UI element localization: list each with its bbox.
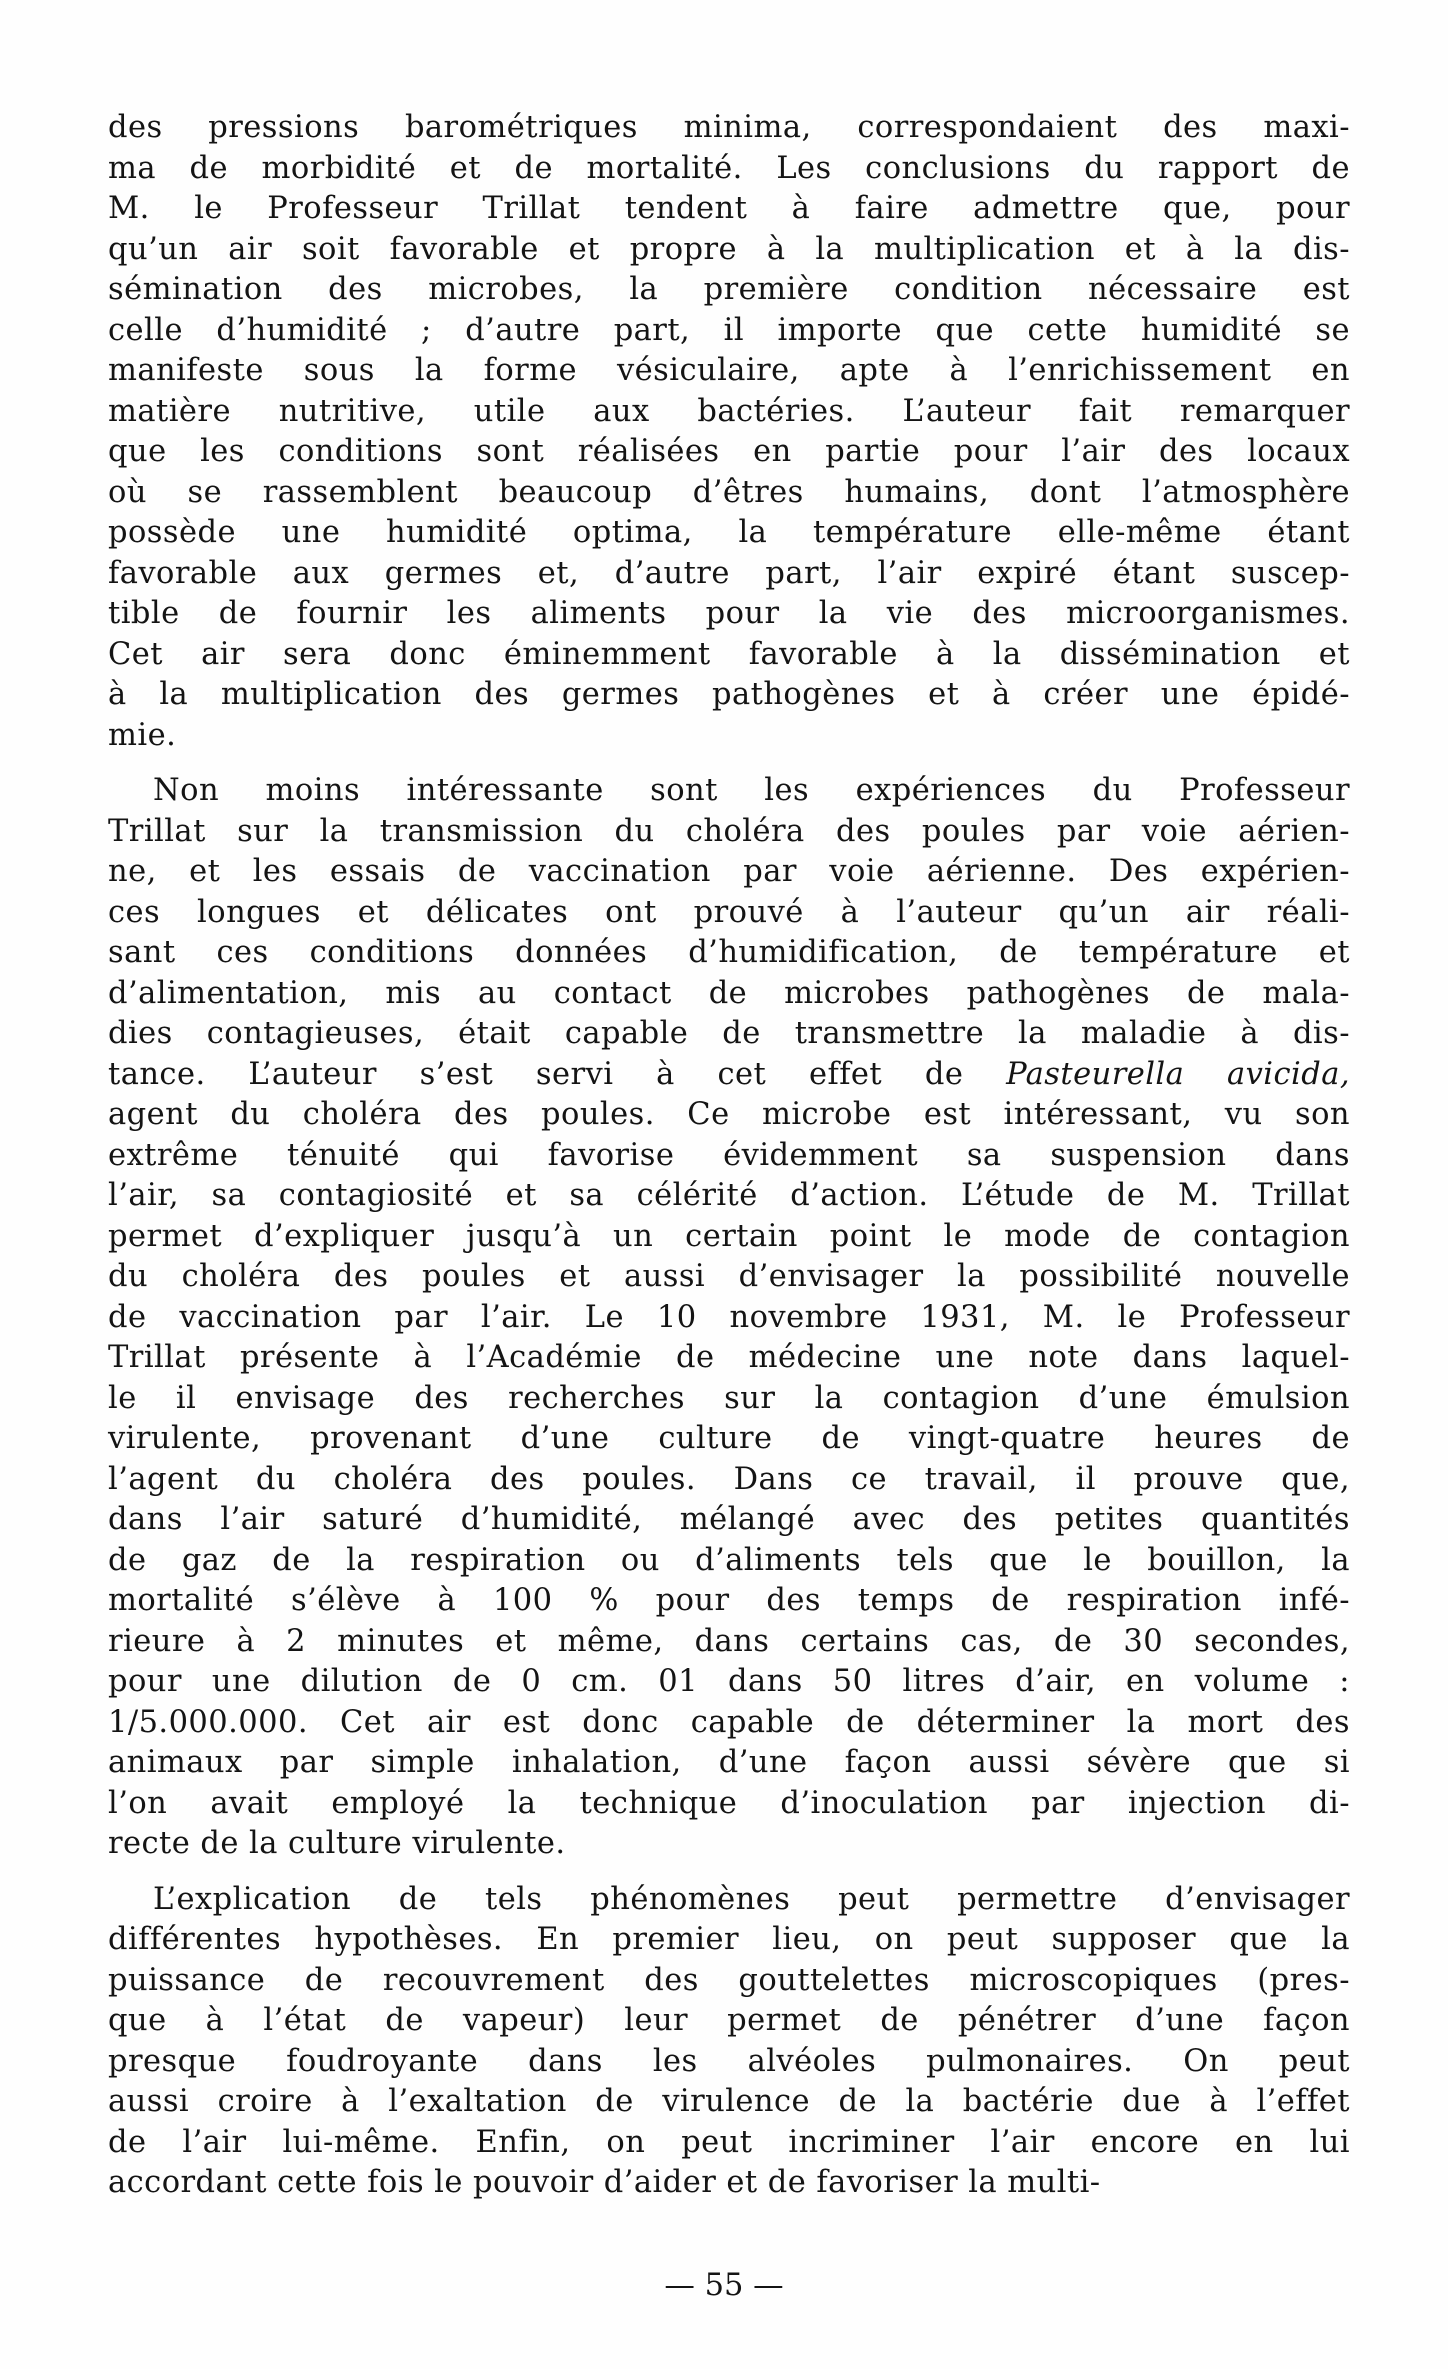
text-line: mortalité s’élève à 100 % pour des temps de respiration infé- xyxy=(108,1583,1350,1618)
text-line: 1/5.000.000. Cet air est donc capable de déterminer la mort des xyxy=(108,1704,1350,1740)
text-line: agent du choléra des poules. Ce microbe est intéressant, vu son xyxy=(108,1097,1350,1132)
text-line: virulente, provenant d’une culture de vingt-quatre heures de xyxy=(108,1421,1350,1456)
text-line: d’alimentation, mis au contact de microbes pathogènes de mala- xyxy=(108,975,1350,1011)
text-line: matière nutritive, utile aux bactéries. L’auteur fait remarquer xyxy=(108,393,1350,429)
text-line: rieure à 2 minutes et même, dans certains cas, de 30 secondes, xyxy=(108,1623,1350,1659)
text-line: celle d’humidité ; d’autre part, il importe que cette humidité se xyxy=(108,312,1350,348)
text-line: de vaccination par l’air. Le 10 novembre 1931, M. le Professeur xyxy=(108,1299,1350,1335)
text-line: où se rassemblent beaucoup d’êtres humains, dont l’atmosphère xyxy=(108,474,1350,510)
text-line: M. le Professeur Trillat tendent à faire admettre que, pour xyxy=(108,191,1350,226)
text-line: extrême ténuité qui favorise évidemment sa suspension dans xyxy=(108,1137,1350,1173)
text-line: à la multiplication des germes pathogènes et à créer une épidé- xyxy=(108,677,1350,712)
body-text xyxy=(108,108,1350,2204)
text-line: Trillat présente à l’Académie de médecine une note dans laquel- xyxy=(108,1340,1350,1375)
text-line: mie. xyxy=(108,717,177,753)
text-line: sant ces conditions données d’humidification, de température et xyxy=(108,935,1350,970)
text-line: Trillat sur la transmission du choléra des poules par voie aérien- xyxy=(108,813,1350,849)
text-line: de gaz de la respiration ou d’aliments tels que le bouillon, la xyxy=(108,1542,1350,1578)
text-line: Cet air sera donc éminemment favorable à la dissémination et xyxy=(108,636,1350,672)
text-line: dies contagieuses, était capable de transmettre la maladie à dis- xyxy=(108,1016,1350,1051)
text-line: Non moins intéressante sont les expériences du Professeur xyxy=(153,773,1350,808)
text-line: animaux par simple inhalation, d’une façon aussi sévère que si xyxy=(108,1745,1350,1780)
text-line: permet d’expliquer jusqu’à un certain point le mode de contagion xyxy=(108,1218,1350,1254)
text-line: que les conditions sont réalisées en partie pour l’air des locaux xyxy=(108,434,1350,469)
text-line: l’on avait employé la technique d’inoculation par injection di- xyxy=(108,1785,1350,1821)
text-line: l’agent du choléra des poules. Dans ce travail, il prouve que, xyxy=(108,1461,1350,1497)
text-line: de l’air lui-même. Enfin, on peut incriminer l’air encore en lui xyxy=(108,2124,1350,2160)
text-line: possède une humidité optima, la température elle-même étant xyxy=(108,515,1350,550)
text-line: que à l’état de vapeur) leur permet de pénétrer d’une façon xyxy=(108,2003,1350,2038)
text-line: L’explication de tels phénomènes peut permettre d’envisager xyxy=(153,1881,1350,1917)
page-number: — 55 — xyxy=(664,2268,784,2303)
paragraph-gap xyxy=(108,756,1350,771)
text-line: des pressions barométriques minima, correspondaient des maxi- xyxy=(108,110,1350,145)
text-line: qu’un air soit favorable et propre à la multiplication et à la dis- xyxy=(108,231,1350,267)
text-line: l’air, sa contagiosité et sa célérité d’action. L’étude de M. Trillat xyxy=(108,1178,1350,1213)
text-line: accordant cette fois le pouvoir d’aider et de favoriser la multi- xyxy=(108,2165,1101,2200)
text-line: ces longues et délicates ont prouvé à l’auteur qu’un air réali- xyxy=(108,894,1350,930)
text-line: du choléra des poules et aussi d’envisager la possibilité nouvelle xyxy=(108,1259,1350,1294)
text-line: puissance de recouvrement des gouttelettes microscopiques (pres- xyxy=(108,1962,1350,1998)
text-line: le il envisage des recherches sur la contagion d’une émulsion xyxy=(108,1380,1350,1416)
paragraph xyxy=(108,771,1350,1865)
text-line: sémination des microbes, la première condition nécessaire est xyxy=(108,272,1350,307)
paragraph xyxy=(108,1880,1350,2204)
paragraph-gap xyxy=(108,1865,1350,1880)
text-run: tance. L’auteur s’est servi à cet effet de xyxy=(108,1056,1007,1092)
text-line xyxy=(108,1055,1350,1096)
paragraph xyxy=(108,108,1350,756)
text-line: favorable aux germes et, d’autre part, l’air expiré étant suscep- xyxy=(108,555,1350,591)
text-line: pour une dilution de 0 cm. 01 dans 50 litres d’air, en volume : xyxy=(108,1664,1350,1699)
text-line: tible de fournir les aliments pour la vie des microorganismes. xyxy=(108,596,1350,631)
text-line: dans l’air saturé d’humidité, mélangé avec des petites quantités xyxy=(108,1502,1350,1537)
text-line: ne, et les essais de vaccination par voie aérienne. Des expérien- xyxy=(108,854,1350,889)
text-line: différentes hypothèses. En premier lieu, on peut supposer que la xyxy=(108,1922,1350,1957)
text-line: aussi croire à l’exaltation de virulence de la bactérie due à l’effet xyxy=(108,2084,1350,2119)
text-line: recte de la culture virulente. xyxy=(108,1826,566,1861)
text-line: manifeste sous la forme vésiculaire, apte à l’enrichissement en xyxy=(108,353,1350,388)
text-line: ma de morbidité et de mortalité. Les conclusions du rapport de xyxy=(108,150,1350,186)
text-line: presque foudroyante dans les alvéoles pulmonaires. On peut xyxy=(108,2043,1350,2079)
species-name-italic: Pasteurella avicida, xyxy=(1006,1056,1350,1092)
